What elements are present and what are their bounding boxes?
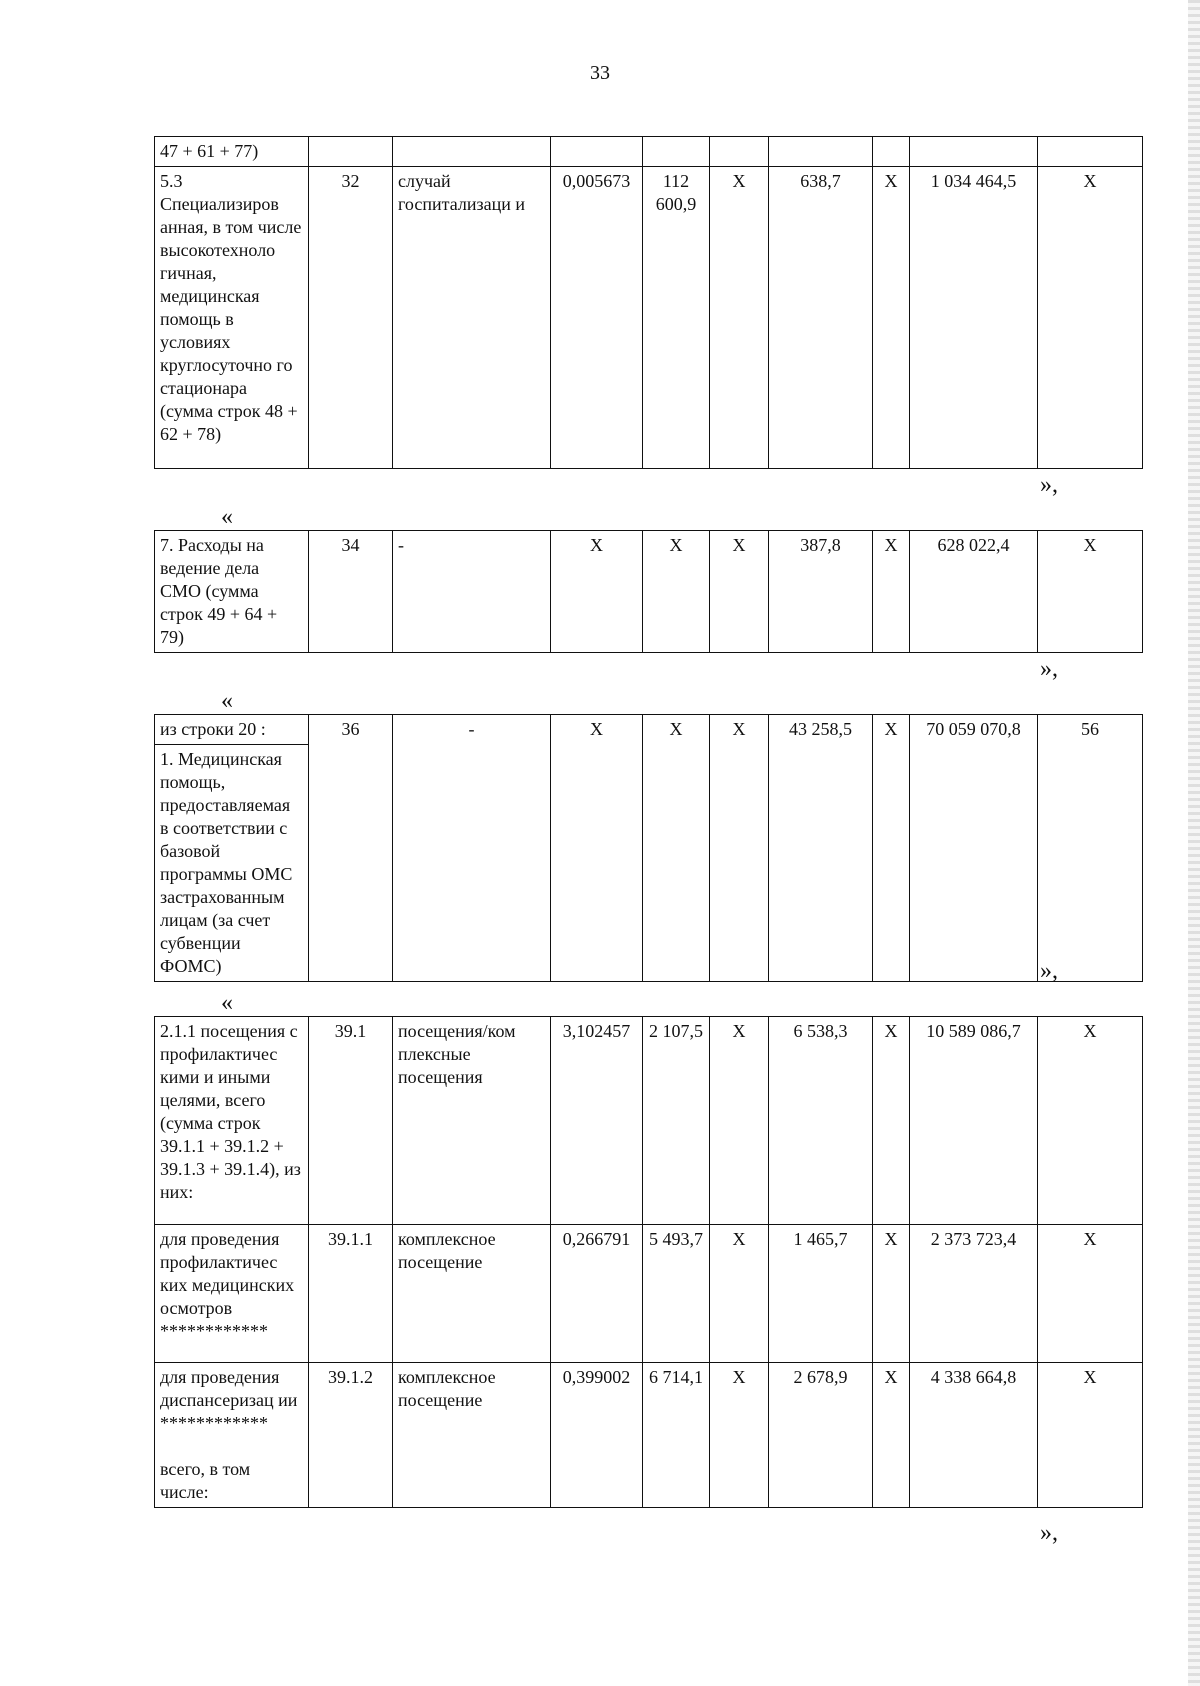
cell: X <box>643 531 710 653</box>
cell: X <box>1038 1363 1143 1508</box>
table-row <box>155 137 1143 167</box>
table-fragment-4 <box>154 1016 1143 1508</box>
table-fragment-2 <box>154 530 1143 653</box>
cell: X <box>1038 1017 1143 1225</box>
cell: X <box>873 1363 910 1508</box>
table-row <box>155 1017 1143 1225</box>
cell: 628 022,4 <box>910 531 1038 653</box>
closing-quote: », <box>1040 472 1058 498</box>
page-number: 33 <box>590 62 610 84</box>
cell: X <box>1038 1225 1143 1363</box>
cell: X <box>710 715 769 982</box>
cell: 47 + 61 + 77) <box>155 137 309 167</box>
table-row <box>155 1363 1143 1455</box>
cell-row-name: из строки 20 : <box>155 715 309 745</box>
cell: 1 465,7 <box>769 1225 873 1363</box>
cell: X <box>873 531 910 653</box>
scan-edge <box>1188 0 1200 1686</box>
cell: X <box>710 1225 769 1363</box>
cell: X <box>710 1363 769 1508</box>
cell: 638,7 <box>769 167 873 469</box>
cell: 0,399002 <box>551 1363 643 1508</box>
cell: X <box>643 715 710 982</box>
cell: 3,102457 <box>551 1017 643 1225</box>
cell: 2 678,9 <box>769 1363 873 1508</box>
cell <box>710 137 769 167</box>
cell-row-number: 39.1 <box>309 1017 393 1225</box>
cell: 1 034 464,5 <box>910 167 1038 469</box>
closing-quote: », <box>1040 656 1058 682</box>
cell: X <box>873 167 910 469</box>
closing-quote: », <box>1040 1520 1058 1546</box>
cell-row-name: всего, в том числе: <box>155 1455 309 1508</box>
cell: X <box>873 1225 910 1363</box>
cell-row-number: 36 <box>309 715 393 982</box>
cell-row-name: 1. Медицинская помощь, предоставляемая в соответствии с базовой программы ОМС застрахованным лицам (за счет субвенции ФОМС) <box>155 745 309 982</box>
cell: 43 258,5 <box>769 715 873 982</box>
opening-quote: « <box>221 688 233 714</box>
cell: 6 538,3 <box>769 1017 873 1225</box>
cell <box>643 137 710 167</box>
cell: 112 600,9 <box>643 167 710 469</box>
opening-quote: « <box>221 990 233 1016</box>
cell-row-name: 5.3 Специализиров анная, в том числе высокотехноло гичная, медицинская помощь в условиях круглосуточно го стационара (сумма строк 48 + 62 + 78) <box>155 167 309 469</box>
cell: 70 059 070,8 <box>910 715 1038 982</box>
cell-unit: комплексное посещение <box>393 1225 551 1363</box>
cell: 0,005673 <box>551 167 643 469</box>
cell-unit: комплексное посещение <box>393 1363 551 1508</box>
cell-unit: - <box>393 715 551 982</box>
cell <box>551 137 643 167</box>
cell: X <box>710 167 769 469</box>
cell <box>873 137 910 167</box>
table-row <box>155 715 1143 745</box>
cell: 56 <box>1038 715 1143 982</box>
cell: X <box>1038 531 1143 653</box>
opening-quote: « <box>221 504 233 530</box>
table-row <box>155 1225 1143 1363</box>
cell: 4 338 664,8 <box>910 1363 1038 1508</box>
table-fragment-3 <box>154 714 1143 982</box>
cell <box>910 137 1038 167</box>
cell: 0,266791 <box>551 1225 643 1363</box>
cell: 5 493,7 <box>643 1225 710 1363</box>
cell <box>309 137 393 167</box>
cell-row-number: 32 <box>309 167 393 469</box>
cell: 10 589 086,7 <box>910 1017 1038 1225</box>
cell-row-name: для проведения профилактичес ких медицинских осмотров ************ <box>155 1225 309 1363</box>
cell-row-number: 39.1.2 <box>309 1363 393 1508</box>
cell: 2 373 723,4 <box>910 1225 1038 1363</box>
cell-row-name: 7. Расходы на ведение дела СМО (сумма строк 49 + 64 + 79) <box>155 531 309 653</box>
cell <box>1038 137 1143 167</box>
cell: X <box>1038 167 1143 469</box>
cell-row-number: 39.1.1 <box>309 1225 393 1363</box>
cell: X <box>710 531 769 653</box>
cell: 2 107,5 <box>643 1017 710 1225</box>
cell: X <box>551 531 643 653</box>
cell-unit: посещения/ком плексные посещения <box>393 1017 551 1225</box>
cell: X <box>710 1017 769 1225</box>
cell-unit: - <box>393 531 551 653</box>
cell-row-name: для проведения диспансеризац ии ************ <box>155 1363 309 1455</box>
cell-unit: случай госпитализаци и <box>393 167 551 469</box>
cell-row-name: 2.1.1 посещения с профилактичес кими и иными целями, всего (сумма строк 39.1.1 + 39.1.2 + 39.1.3 + 39.1.4), из них: <box>155 1017 309 1225</box>
table-fragment-1 <box>154 136 1143 469</box>
closing-quote: », <box>1040 958 1058 984</box>
cell-row-number: 34 <box>309 531 393 653</box>
cell <box>393 137 551 167</box>
table-row <box>155 531 1143 653</box>
cell <box>769 137 873 167</box>
cell: 6 714,1 <box>643 1363 710 1508</box>
cell: X <box>873 715 910 982</box>
cell: X <box>551 715 643 982</box>
cell: 387,8 <box>769 531 873 653</box>
table-row <box>155 167 1143 469</box>
cell: X <box>873 1017 910 1225</box>
